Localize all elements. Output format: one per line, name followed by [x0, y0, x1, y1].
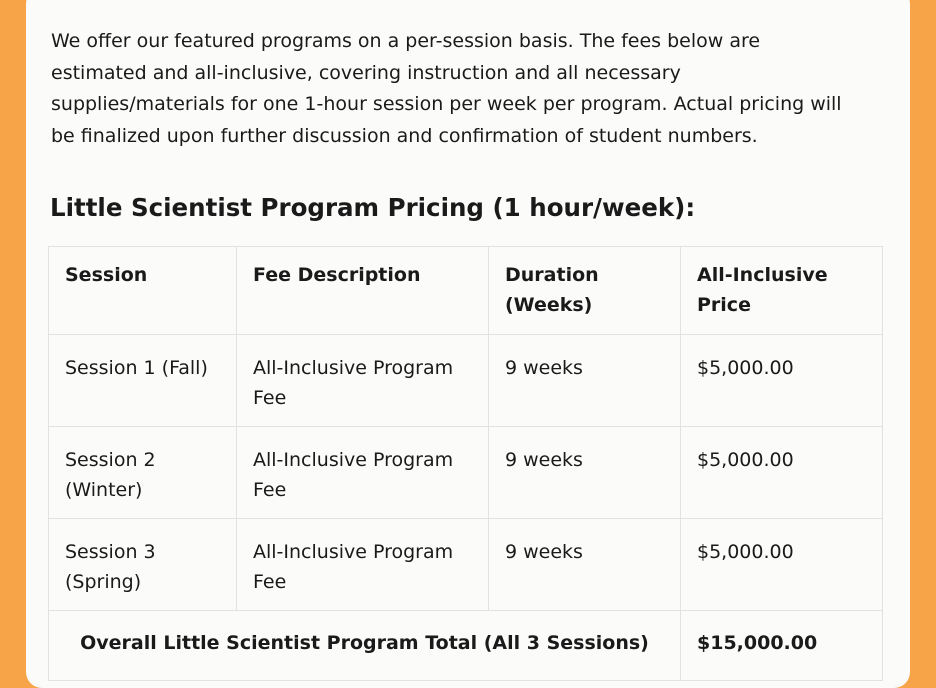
table-header-row: [49, 247, 883, 335]
section-title: Little Scientist Program Pricing (1 hour/week):: [50, 193, 696, 222]
cell-price: $5,000.00: [681, 519, 883, 611]
total-price: $15,000.00: [681, 611, 883, 681]
cell-price: $5,000.00: [681, 335, 883, 427]
cell-fee-description: All-Inclusive Program Fee: [237, 427, 489, 519]
cell-fee-description: All-Inclusive Program Fee: [237, 335, 489, 427]
table-row: [49, 335, 883, 427]
cell-fee-description: All-Inclusive Program Fee: [237, 519, 489, 611]
header-fee-description: Fee Description: [237, 247, 489, 335]
cell-duration: 9 weeks: [489, 427, 681, 519]
pricing-table: [48, 246, 883, 681]
cell-duration: 9 weeks: [489, 335, 681, 427]
total-row: [49, 611, 883, 681]
cell-price: $5,000.00: [681, 427, 883, 519]
table-row: [49, 427, 883, 519]
intro-paragraph: We offer our featured programs on a per-session basis. The fees below are estimated and all-inclusive, covering instruction and all necessary supplies/materials for one 1-hour session per week per program. Actual pricing will be finalized upon further discussion and confirmation of student numbers.: [51, 30, 842, 147]
header-duration: Duration (Weeks): [489, 247, 681, 335]
header-session: Session: [49, 247, 237, 335]
cell-session: Session 2 (Winter): [49, 427, 237, 519]
cell-duration: 9 weeks: [489, 519, 681, 611]
total-label: Overall Little Scientist Program Total (All 3 Sessions): [49, 611, 681, 681]
table-row: [49, 519, 883, 611]
header-price: All-Inclusive Price: [681, 247, 883, 335]
cell-session: Session 3 (Spring): [49, 519, 237, 611]
cell-session: Session 1 (Fall): [49, 335, 237, 427]
